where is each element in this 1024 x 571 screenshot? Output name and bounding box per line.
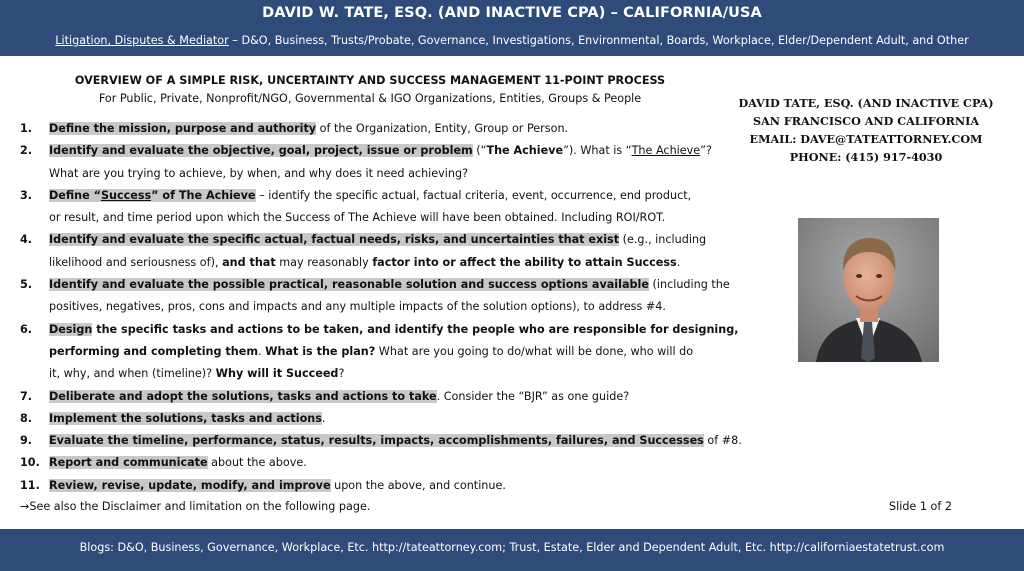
step-highlight-text: Define “	[49, 188, 101, 202]
step-text-line	[49, 274, 730, 296]
footer-banner	[0, 529, 1024, 571]
step-highlight-text: Identify and evaluate the specific actual, factual needs, risks, and uncertainties that exist	[49, 233, 620, 247]
step-text-line	[49, 430, 742, 452]
step-number: 3.	[20, 188, 33, 202]
header-subtitle	[0, 34, 1024, 47]
see-also-note: →See also the Disclaimer and limitation on the following page.	[20, 500, 371, 513]
step-text: .	[676, 255, 681, 269]
step-text: .	[257, 344, 266, 358]
step-text: What are you trying to achieve, by when, and why does it need achieving?	[49, 166, 469, 180]
step-number: 8.	[20, 411, 33, 425]
step-highlight-text: Success	[100, 188, 152, 202]
step-text: and that	[222, 255, 276, 269]
step-text-line	[49, 163, 730, 185]
step-highlight-text: Deliberate and adopt the solutions, tasks and actions to take	[49, 389, 437, 403]
step-text: factor into or affect the ability to attain Success	[372, 255, 677, 269]
step-text: What are you going to do/what will be done, who will do	[375, 344, 694, 358]
step-text-line	[49, 363, 730, 385]
step-text: may reasonably	[275, 255, 373, 269]
step-text: of #8.	[703, 434, 742, 448]
step-text: likelihood and seriousness of),	[49, 255, 223, 269]
step-text-line	[49, 452, 730, 474]
step-text-line	[49, 296, 730, 318]
process-step	[20, 118, 730, 140]
process-step	[20, 430, 742, 452]
step-number: 2.	[20, 144, 33, 158]
step-text: (including the	[648, 278, 730, 292]
step-number: 11.	[20, 478, 40, 492]
step-text-line	[49, 386, 730, 408]
page-title: DAVID W. TATE, ESQ. (AND INACTIVE CPA) – CALIFORNIA/USA	[262, 5, 762, 21]
step-text: ?	[338, 367, 345, 381]
step-number: 6.	[20, 322, 33, 336]
step-text: of the Organization, Entity, Group or Person.	[316, 122, 569, 135]
step-highlight-text: Define the mission, purpose and authority	[49, 122, 317, 135]
contact-name: DAVID TATE, ESQ. (AND INACTIVE CPA)	[738, 96, 994, 110]
step-text: about the above.	[207, 456, 307, 470]
contact-location: SAN FRANCISCO AND CALIFORNIA	[752, 114, 980, 128]
step-number: 10.	[20, 456, 40, 470]
process-step	[20, 408, 730, 430]
step-text-line	[49, 229, 730, 251]
footer-blog-links[interactable]: Blogs: D&O, Business, Governance, Workplace, Etc. http://tateattorney.com; Trust, Estate, Elder and Dependent Adult, Etc. http://californiaestatetrust.com	[79, 541, 945, 554]
step-text: positives, negatives, pros, cons and impacts and any multiple impacts of the solution options), to address #4.	[49, 300, 666, 314]
step-highlight-text: Identify and evaluate the objective, goal, project, issue or problem	[49, 144, 473, 158]
process-step	[20, 452, 730, 474]
process-step	[20, 274, 730, 319]
step-highlight-text: Implement the solutions, tasks and actions	[49, 411, 322, 425]
step-highlight-text: Evaluate the timeline, performance, status, results, impacts, accomplishments, failures, and Successes	[49, 434, 704, 448]
step-text: (“	[472, 144, 487, 158]
portrait-photo	[798, 218, 939, 362]
step-text: or result, and time period upon which the Success of The Achieve will have been obtained. Including ROI/ROT.	[49, 211, 666, 225]
step-text: .	[321, 411, 326, 425]
step-highlight-text: Identify and evaluate the possible practical, reasonable solution and success options available	[49, 278, 649, 292]
step-text-line	[49, 252, 730, 274]
practice-areas-text: – D&O, Business, Trusts/Probate, Governance, Investigations, Environmental, Boards, Workplace, Elder/Dependent Adult, and Other	[228, 34, 969, 47]
step-text: (e.g., including	[619, 233, 707, 247]
step-text: the specific tasks and actions to be taken, and identify the people who are responsible for designing,	[92, 322, 739, 336]
process-steps-list	[20, 118, 742, 497]
step-number: 4.	[20, 233, 33, 247]
step-highlight-text: ” of The Achieve	[151, 188, 256, 202]
step-text-line	[49, 140, 730, 162]
step-text: ”?	[700, 144, 712, 158]
step-number: 9.	[20, 434, 33, 448]
step-highlight-text: Report and communicate	[49, 456, 208, 470]
step-text: performing and completing them	[49, 344, 258, 358]
contact-phone: PHONE: (415) 917-4030	[789, 150, 943, 164]
step-text: upon the above, and continue.	[330, 478, 506, 492]
step-text-line	[49, 408, 730, 430]
process-step	[20, 386, 730, 408]
overview-subtitle: For Public, Private, Nonprofit/NGO, Governmental & IGO Organizations, Entities, Groups & People	[98, 92, 642, 105]
step-highlight-text: Design	[49, 322, 93, 336]
step-number: 5.	[20, 278, 33, 292]
step-highlight-text: Review, revise, update, modify, and improve	[49, 478, 331, 492]
overview-title: OVERVIEW OF A SIMPLE RISK, UNCERTAINTY AND SUCCESS MANAGEMENT 11-POINT PROCESS	[74, 74, 666, 87]
contact-email: EMAIL: DAVE@TATEATTORNEY.COM	[749, 132, 983, 146]
portrait-illustration	[798, 218, 939, 362]
step-text: What is the plan?	[265, 344, 376, 358]
header-banner	[0, 0, 1024, 56]
step-text: ”). What is “	[563, 144, 632, 158]
process-step	[20, 475, 730, 497]
step-text: Why will it Succeed	[215, 367, 339, 381]
step-text-line	[49, 207, 730, 229]
process-step	[20, 319, 739, 386]
step-text-line	[49, 341, 730, 363]
step-text-line	[49, 319, 739, 341]
step-text: The Achieve	[486, 144, 564, 158]
step-number: 1.	[20, 122, 33, 135]
contact-block	[728, 94, 1004, 166]
step-text: The Achieve	[631, 144, 701, 158]
step-text: . Consider the “BJR” as one guide?	[436, 389, 630, 403]
process-step	[20, 185, 730, 230]
step-text-line	[49, 185, 730, 207]
step-text: it, why, and when (timeline)?	[49, 367, 216, 381]
step-text-line	[49, 475, 730, 497]
step-text-line	[49, 118, 730, 140]
practice-areas-link[interactable]: Litigation, Disputes & Mediator	[55, 34, 229, 47]
step-number: 7.	[20, 389, 33, 403]
step-text: – identify the specific actual, factual criteria, event, occurrence, end product,	[255, 188, 692, 202]
process-step	[20, 229, 730, 274]
process-step	[20, 140, 730, 185]
slide-number: Slide 1 of 2	[889, 500, 952, 513]
